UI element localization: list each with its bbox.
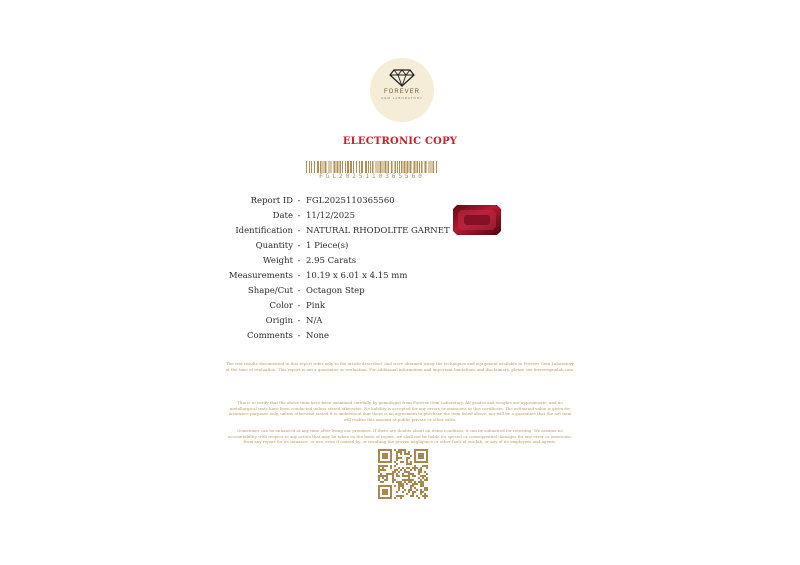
detail-row (200, 313, 450, 328)
detail-row (200, 268, 450, 283)
detail-label: Report ID (250, 195, 293, 206)
gemstone-image (452, 204, 502, 236)
detail-value: 1 Piece(s) (306, 240, 349, 251)
logo-subtitle: GEM LABORATORY (381, 96, 423, 100)
detail-label: Color (269, 300, 293, 311)
detail-separator: - (297, 195, 301, 206)
detail-label: Identification (235, 225, 293, 236)
detail-value: None (306, 330, 330, 341)
detail-value: Pink (306, 300, 326, 311)
disclaimer-3: Gemstones can be enhanced at any time after living our premises. If there are doubts about an items condition, it can be submitted for retesting. We assume no accountability with respect to any action that may be taken on the basis of report, we shall not be liable for special or consequential damages for any error or omissions, from any report for its issuance, or use, even if caused by, or resulting the proven negligence or other fault of our lab, or any of its employees and agents. (228, 428, 572, 444)
detail-row (200, 238, 450, 253)
detail-value: 2.95 Carats (306, 255, 357, 266)
detail-label: Weight (262, 255, 293, 266)
logo-brand: FOREVER (383, 89, 420, 95)
detail-value: 11/12/2025 (306, 210, 355, 221)
detail-label: Quantity (255, 240, 293, 251)
detail-separator: - (297, 240, 301, 251)
detail-separator: - (297, 210, 301, 221)
detail-value: FGL2025110365560 (306, 195, 395, 206)
detail-row (200, 253, 450, 268)
qr-code (378, 449, 428, 499)
detail-separator: - (297, 285, 301, 296)
detail-value: NATURAL RHODOLITE GARNET (306, 225, 450, 236)
report-details (200, 193, 450, 343)
lab-logo (370, 58, 434, 122)
disclaimer-2: This is to verify that the above item have been examined carefully by gemologist from Forever Gem Laboratory. All grades and weights are approximate, and no metallurgical tests have been conducted unless stated otherwise. No liability is accepted for any errors or omissions in this certificate. The estimated value is given for insurance purposes only, unless otherwise stated it is understood that there is an agreement to purchase the item listed above, nor will be a guarantee that the net item will realize this amount at public private or other sales. (228, 400, 572, 422)
detail-separator: - (297, 300, 301, 311)
diamond-icon (389, 69, 415, 87)
detail-row (200, 223, 450, 238)
barcode-text: FGL2025110365560 (319, 173, 425, 180)
detail-row (200, 298, 450, 313)
detail-label: Shape/Cut (247, 285, 293, 296)
detail-value: N/A (306, 315, 323, 326)
detail-row (200, 193, 450, 208)
detail-label: Measurements (228, 270, 293, 281)
detail-value: 10.19 x 6.01 x 4.15 mm (306, 270, 408, 281)
electronic-copy-title: ELECTRONIC COPY (342, 136, 458, 147)
barcode (306, 161, 438, 173)
detail-separator: - (297, 255, 301, 266)
detail-separator: - (297, 270, 301, 281)
disclaimer-1: The test results documented in this report refer only to the article described, and were obtained using the techniques and equipment available to Forever Gem Laboratory at the time of evaluation. This report is not a guarantee or evaluation. For additional information and important limitations and disclaimers, please see forevergemlab.com. (225, 361, 575, 372)
detail-separator: - (297, 330, 301, 341)
detail-separator: - (297, 225, 301, 236)
detail-row (200, 208, 450, 223)
detail-label: Origin (265, 315, 293, 326)
detail-separator: - (297, 315, 301, 326)
detail-row (200, 328, 450, 343)
detail-label: Date (272, 210, 293, 221)
detail-row (200, 283, 450, 298)
detail-value: Octagon Step (306, 285, 365, 296)
detail-label: Comments (246, 330, 293, 341)
